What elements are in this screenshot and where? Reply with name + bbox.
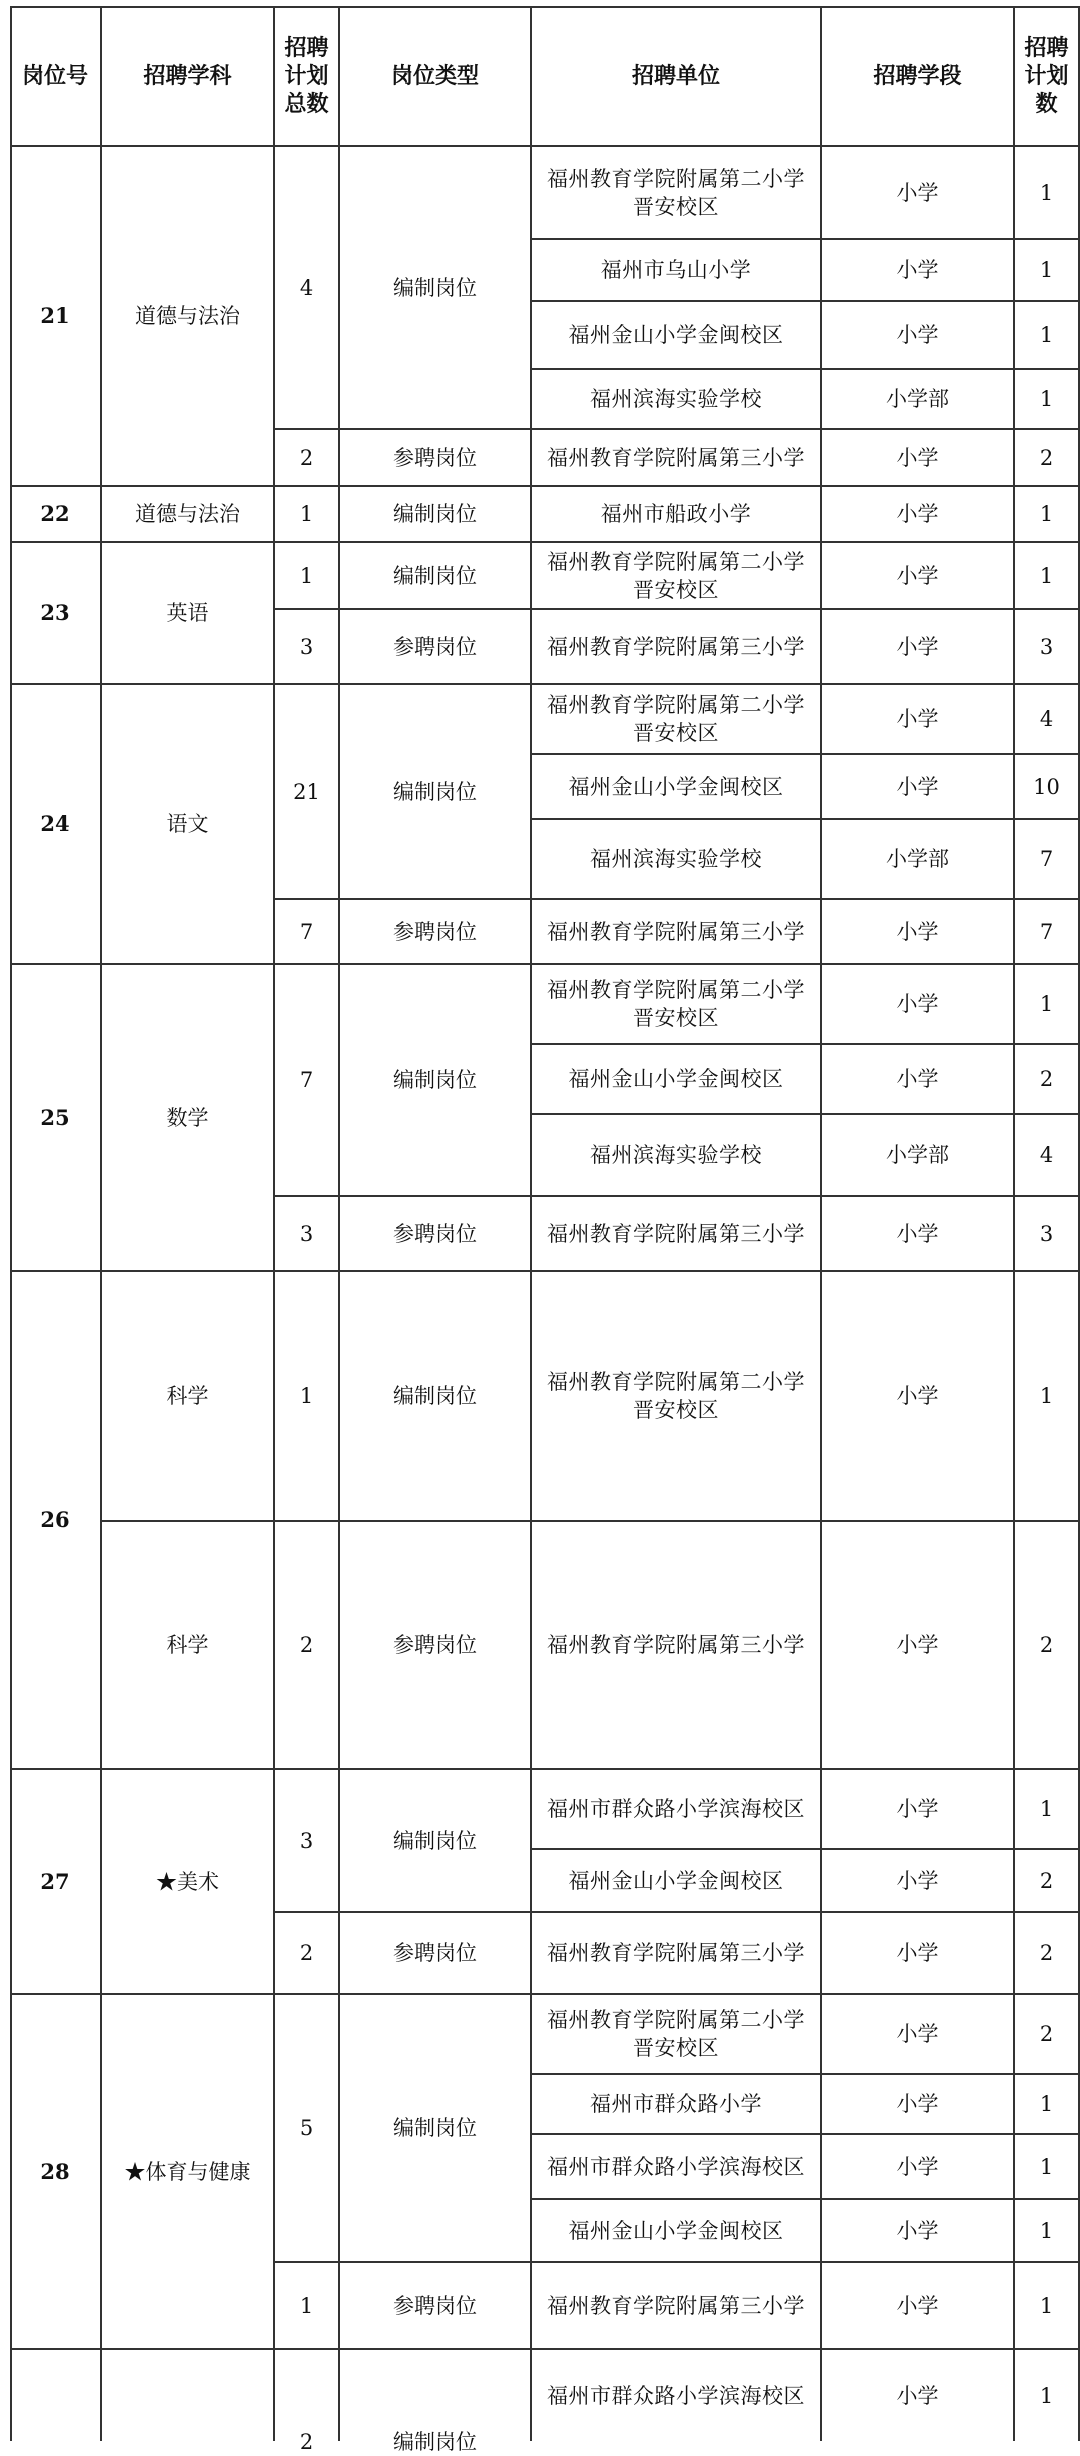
- header-unit: 招聘单位: [532, 6, 822, 147]
- post-type-cell: 编制岗位: [340, 2350, 532, 2441]
- plan-total-cell: 3: [275, 1197, 340, 1272]
- post-no-cell: 21: [10, 147, 102, 487]
- plan-total-cell: 2: [275, 430, 340, 487]
- plan-count-cell: 2: [1015, 1045, 1080, 1115]
- stage-cell: 小学: [822, 2263, 1015, 2350]
- header-plan-count: 招聘 计划 数: [1015, 6, 1080, 147]
- post-no-cell: 23: [10, 543, 102, 685]
- plan-count-cell: 3: [1015, 1197, 1080, 1272]
- post-type-cell: 参聘岗位: [340, 1913, 532, 1995]
- stage-cell: 小学: [822, 1770, 1015, 1850]
- post-type-cell: 参聘岗位: [340, 2263, 532, 2350]
- post-no-cell: 26: [10, 1272, 102, 1770]
- plan-count-cell: 1: [1015, 543, 1080, 610]
- unit-cell: 福州教育学院附属第二小学 晋安校区: [532, 147, 822, 240]
- plan-total-cell: 4: [275, 147, 340, 430]
- plan-count-cell: 1: [1015, 2263, 1080, 2350]
- plan-count-cell: 7: [1015, 820, 1080, 900]
- unit-cell: 福州教育学院附属第三小学: [532, 430, 822, 487]
- subject-cell: 英语: [102, 543, 275, 685]
- plan-count-cell: 4: [1015, 1115, 1080, 1197]
- post-type-cell: 编制岗位: [340, 147, 532, 430]
- stage-cell: 小学: [822, 610, 1015, 685]
- unit-cell: 福州市群众路小学滨海校区: [532, 2350, 822, 2441]
- unit-cell: 福州金山小学金闽校区: [532, 302, 822, 370]
- stage-cell: 小学: [822, 2350, 1015, 2441]
- stage-cell: 小学: [822, 2075, 1015, 2135]
- plan-total-cell: 2: [275, 1913, 340, 1995]
- plan-count-cell: 10: [1015, 755, 1080, 820]
- subject-cell: 语文: [102, 685, 275, 965]
- unit-cell: 福州滨海实验学校: [532, 820, 822, 900]
- post-no-cell: [10, 2350, 102, 2441]
- stage-cell: 小学: [822, 1045, 1015, 1115]
- unit-cell: 福州滨海实验学校: [532, 370, 822, 430]
- header-post-type: 岗位类型: [340, 6, 532, 147]
- plan-count-cell: 4: [1015, 685, 1080, 755]
- stage-cell: 小学: [822, 1850, 1015, 1913]
- plan-count-cell: 2: [1015, 1522, 1080, 1770]
- unit-cell: 福州滨海实验学校: [532, 1115, 822, 1197]
- plan-count-cell: 1: [1015, 370, 1080, 430]
- plan-count-cell: 1: [1015, 302, 1080, 370]
- plan-count-cell: 3: [1015, 610, 1080, 685]
- unit-cell: 福州教育学院附属第三小学: [532, 900, 822, 965]
- unit-cell: 福州教育学院附属第三小学: [532, 1522, 822, 1770]
- plan-count-cell: 1: [1015, 1770, 1080, 1850]
- unit-cell: 福州市船政小学: [532, 487, 822, 543]
- subject-cell: [102, 2350, 275, 2441]
- unit-cell: 福州市乌山小学: [532, 240, 822, 302]
- stage-cell: 小学: [822, 685, 1015, 755]
- plan-total-cell: 5: [275, 1995, 340, 2263]
- plan-count-cell: 2: [1015, 1850, 1080, 1913]
- plan-total-cell: 1: [275, 487, 340, 543]
- stage-cell: 小学: [822, 430, 1015, 487]
- unit-cell: 福州金山小学金闽校区: [532, 1045, 822, 1115]
- post-type-cell: 编制岗位: [340, 487, 532, 543]
- plan-total-cell: 1: [275, 2263, 340, 2350]
- post-type-cell: 参聘岗位: [340, 900, 532, 965]
- unit-cell: 福州教育学院附属第二小学 晋安校区: [532, 1272, 822, 1522]
- plan-total-cell: 7: [275, 965, 340, 1197]
- stage-cell: 小学: [822, 302, 1015, 370]
- post-no-cell: 24: [10, 685, 102, 965]
- post-type-cell: 参聘岗位: [340, 610, 532, 685]
- header-subject: 招聘学科: [102, 6, 275, 147]
- unit-cell: 福州教育学院附属第二小学 晋安校区: [532, 543, 822, 610]
- stage-cell: 小学: [822, 1913, 1015, 1995]
- plan-total-cell: 1: [275, 1272, 340, 1522]
- unit-cell: 福州金山小学金闽校区: [532, 1850, 822, 1913]
- plan-count-cell: 1: [1015, 2075, 1080, 2135]
- plan-count-cell: 1: [1015, 2200, 1080, 2263]
- unit-cell: 福州教育学院附属第二小学 晋安校区: [532, 965, 822, 1045]
- stage-cell: 小学: [822, 755, 1015, 820]
- plan-total-cell: 3: [275, 1770, 340, 1913]
- post-no-cell: 22: [10, 487, 102, 543]
- unit-cell: 福州市群众路小学滨海校区: [532, 2135, 822, 2200]
- post-type-cell: 编制岗位: [340, 543, 532, 610]
- plan-total-cell: 2: [275, 2350, 340, 2441]
- stage-cell: 小学: [822, 900, 1015, 965]
- plan-total-cell: 3: [275, 610, 340, 685]
- stage-cell: 小学部: [822, 370, 1015, 430]
- plan-count-cell: 1: [1015, 2350, 1080, 2441]
- plan-total-cell: 2: [275, 1522, 340, 1770]
- subject-cell: ★体育与健康: [102, 1995, 275, 2350]
- plan-count-cell: 2: [1015, 430, 1080, 487]
- post-type-cell: 参聘岗位: [340, 1197, 532, 1272]
- unit-cell: 福州教育学院附属第二小学 晋安校区: [532, 1995, 822, 2075]
- plan-total-cell: 7: [275, 900, 340, 965]
- plan-count-cell: 1: [1015, 147, 1080, 240]
- subject-cell: 数学: [102, 965, 275, 1272]
- subject-cell: 科学: [102, 1522, 275, 1770]
- unit-cell: 福州教育学院附属第三小学: [532, 1913, 822, 1995]
- unit-cell: 福州市群众路小学滨海校区: [532, 1770, 822, 1850]
- unit-cell: 福州金山小学金闽校区: [532, 2200, 822, 2263]
- post-type-cell: 编制岗位: [340, 965, 532, 1197]
- plan-count-cell: 1: [1015, 965, 1080, 1045]
- subject-cell: 道德与法治: [102, 487, 275, 543]
- unit-cell: 福州教育学院附属第三小学: [532, 610, 822, 685]
- subject-cell: ★美术: [102, 1770, 275, 1995]
- post-type-cell: 编制岗位: [340, 1770, 532, 1913]
- post-type-cell: 编制岗位: [340, 1272, 532, 1522]
- header-stage: 招聘学段: [822, 6, 1015, 147]
- plan-count-cell: 1: [1015, 487, 1080, 543]
- stage-cell: 小学部: [822, 1115, 1015, 1197]
- unit-cell: 福州教育学院附属第二小学 晋安校区: [532, 685, 822, 755]
- stage-cell: 小学: [822, 147, 1015, 240]
- stage-cell: 小学: [822, 1522, 1015, 1770]
- plan-count-cell: 1: [1015, 2135, 1080, 2200]
- plan-count-cell: 1: [1015, 1272, 1080, 1522]
- subject-cell: 道德与法治: [102, 147, 275, 487]
- post-no-cell: 27: [10, 1770, 102, 1995]
- header-plan-total: 招聘 计划 总数: [275, 6, 340, 147]
- stage-cell: 小学: [822, 1197, 1015, 1272]
- post-type-cell: 参聘岗位: [340, 1522, 532, 1770]
- stage-cell: 小学部: [822, 820, 1015, 900]
- stage-cell: 小学: [822, 1272, 1015, 1522]
- unit-cell: 福州教育学院附属第三小学: [532, 2263, 822, 2350]
- stage-cell: 小学: [822, 487, 1015, 543]
- unit-cell: 福州金山小学金闽校区: [532, 755, 822, 820]
- stage-cell: 小学: [822, 543, 1015, 610]
- unit-cell: 福州教育学院附属第三小学: [532, 1197, 822, 1272]
- plan-total-cell: 21: [275, 685, 340, 900]
- plan-count-cell: 2: [1015, 1995, 1080, 2075]
- post-type-cell: 编制岗位: [340, 685, 532, 900]
- stage-cell: 小学: [822, 2200, 1015, 2263]
- post-type-cell: 参聘岗位: [340, 430, 532, 487]
- stage-cell: 小学: [822, 1995, 1015, 2075]
- post-no-cell: 25: [10, 965, 102, 1272]
- plan-count-cell: 1: [1015, 240, 1080, 302]
- subject-cell: 科学: [102, 1272, 275, 1522]
- stage-cell: 小学: [822, 240, 1015, 302]
- stage-cell: 小学: [822, 965, 1015, 1045]
- header-post-no: 岗位号: [10, 6, 102, 147]
- plan-count-cell: 7: [1015, 900, 1080, 965]
- post-no-cell: 28: [10, 1995, 102, 2350]
- plan-count-cell: 2: [1015, 1913, 1080, 1995]
- post-type-cell: 编制岗位: [340, 1995, 532, 2263]
- stage-cell: 小学: [822, 2135, 1015, 2200]
- plan-total-cell: 1: [275, 543, 340, 610]
- unit-cell: 福州市群众路小学: [532, 2075, 822, 2135]
